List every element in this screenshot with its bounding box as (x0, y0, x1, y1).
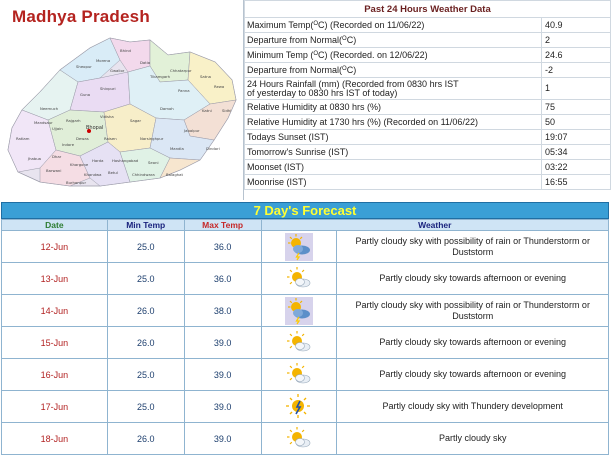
svg-text:Mandsaur: Mandsaur (34, 120, 53, 125)
table-row (245, 48, 611, 63)
max-temp-label: Maximum Temp($^O$C) (Recorded on 11/06/22) (245, 18, 542, 33)
table-row (2, 295, 609, 327)
forecast-min-temp: 25.0 (107, 391, 184, 423)
svg-text:Sagar: Sagar (130, 118, 142, 123)
svg-text:Bhind: Bhind (120, 48, 131, 53)
table-row (245, 33, 611, 48)
table-row (2, 391, 609, 423)
header-min-temp: Min Temp (107, 220, 184, 231)
svg-text:Ujjain: Ujjain (52, 126, 63, 131)
svg-text:Mandla: Mandla (170, 146, 184, 151)
partly-cloudy-icon (285, 425, 313, 453)
forecast-max-temp: 39.0 (184, 423, 261, 455)
partly-cloudy-icon (285, 361, 313, 389)
max-departure-label: Departure from Normal($^O$C) (245, 33, 542, 48)
district-map[interactable] (0, 0, 243, 200)
rh-0830-label: Relative Humidity at 0830 hrs (%) (245, 100, 542, 115)
rh-1730-label: Relative Humidity at 1730 hrs (%) (Recorded on 11/06/22) (245, 115, 542, 130)
top-section (0, 0, 613, 200)
moonrise-label: Moonrise (IST) (245, 175, 542, 190)
svg-text:Chhatarpur: Chhatarpur (170, 68, 192, 73)
forecast-date: 17-Jun (2, 391, 108, 423)
state-title: Madhya Pradesh (12, 7, 150, 26)
svg-text:Indore: Indore (62, 142, 75, 147)
min-departure-label: Departure from Normal($^O$C) (245, 63, 542, 78)
forecast-min-temp: 26.0 (107, 423, 184, 455)
past-24h-title: Past 24 Hours Weather Data (245, 1, 611, 18)
forecast-weather: Partly cloudy sky towards afternoon or evening (337, 327, 609, 359)
sunset-label: Todays Sunset (IST) (245, 130, 542, 145)
svg-text:Jhabua: Jhabua (28, 156, 41, 161)
forecast-min-temp: 25.0 (107, 231, 184, 263)
header-max-temp: Max Temp (184, 220, 261, 231)
svg-text:Burhanpur: Burhanpur (66, 180, 87, 185)
forecast-icon-cell (261, 423, 337, 455)
table-row (245, 130, 611, 145)
table-row (2, 359, 609, 391)
past-24h-table (244, 0, 611, 190)
svg-text:Datia: Datia (140, 60, 151, 65)
table-row (2, 231, 609, 263)
svg-text:Guna: Guna (80, 92, 91, 97)
svg-text:Dhar: Dhar (52, 154, 62, 159)
rainfall-label-line2: of yesterday to 0830 hrs IST of today) (247, 87, 398, 98)
svg-text:Panna: Panna (178, 88, 190, 93)
forecast-weather: Partly cloudy sky with possibility of rain or Thunderstorm or Duststorm (337, 231, 609, 263)
forecast-min-temp: 25.0 (107, 263, 184, 295)
forecast-icon-cell (261, 359, 337, 391)
rainfall-label-line1: 24 Hours Rainfall (mm) (Recorded from 0830 hrs IST (247, 78, 459, 89)
forecast-section (0, 200, 613, 463)
svg-text:Betul: Betul (108, 170, 118, 175)
svg-text:Raisen: Raisen (104, 136, 117, 141)
partly-cloudy-icon (285, 265, 313, 293)
header-date: Date (2, 220, 108, 231)
svg-text:Gwalior: Gwalior (110, 68, 125, 73)
svg-text:Bhopal: Bhopal (86, 125, 104, 131)
table-row (245, 63, 611, 78)
svg-text:Hoshangabad: Hoshangabad (112, 158, 139, 163)
forecast-min-temp: 25.0 (107, 359, 184, 391)
thunderstorm-icon (285, 233, 313, 261)
max-departure-value: 2 (542, 33, 611, 48)
moonrise-value: 16:55 (542, 175, 611, 190)
forecast-max-temp: 39.0 (184, 327, 261, 359)
svg-text:Rajgarh: Rajgarh (66, 118, 81, 123)
rainfall-label (245, 78, 542, 100)
svg-text:Dewas: Dewas (76, 136, 89, 141)
svg-text:Dindori: Dindori (206, 146, 220, 151)
svg-text:Shivpuri: Shivpuri (100, 86, 116, 91)
svg-text:Jabalpur: Jabalpur (184, 128, 200, 133)
min-temp-label: Minimum Temp ($^O$C) (Recorded. on 12/06/22) (245, 48, 542, 63)
past-24h-panel (244, 0, 613, 200)
forecast-icon-cell (261, 295, 337, 327)
partly-cloudy-icon (285, 329, 313, 357)
forecast-date: 15-Jun (2, 327, 108, 359)
svg-text:Chhindwara: Chhindwara (132, 172, 155, 177)
table-row (2, 263, 609, 295)
svg-text:Sidhi: Sidhi (222, 108, 232, 113)
table-row (245, 160, 611, 175)
forecast-weather: Partly cloudy sky towards afternoon or evening (337, 263, 609, 295)
svg-text:Neemuch: Neemuch (40, 106, 59, 111)
forecast-max-temp: 38.0 (184, 295, 261, 327)
forecast-weather: Partly cloudy sky with Thundery development (337, 391, 609, 423)
sunrise-value: 05:34 (542, 145, 611, 160)
sunset-value: 19:07 (542, 130, 611, 145)
forecast-icon-cell (261, 391, 337, 423)
table-row (245, 18, 611, 33)
forecast-title: 7 Day's Forecast (1, 202, 609, 219)
forecast-date: 13-Jun (2, 263, 108, 295)
svg-text:Damoh: Damoh (160, 106, 174, 111)
min-temp-value: 24.6 (542, 48, 611, 63)
forecast-date: 18-Jun (2, 423, 108, 455)
state-map-panel (0, 0, 243, 200)
svg-text:Ratlam: Ratlam (16, 136, 30, 141)
svg-text:Morena: Morena (96, 58, 111, 63)
forecast-max-temp: 39.0 (184, 359, 261, 391)
forecast-max-temp: 36.0 (184, 263, 261, 295)
forecast-min-temp: 26.0 (107, 295, 184, 327)
rh-0830-value: 75 (542, 100, 611, 115)
table-row (245, 115, 611, 130)
svg-text:Seoni: Seoni (148, 160, 159, 165)
sunrise-label: Tomorrow's Sunrise (IST) (245, 145, 542, 160)
svg-text:Narsinghpur: Narsinghpur (140, 136, 164, 141)
svg-text:Barwani: Barwani (46, 168, 62, 173)
table-row (245, 175, 611, 190)
forecast-icon-cell (261, 263, 337, 295)
table-row (245, 145, 611, 160)
svg-text:Vidisha: Vidisha (100, 114, 114, 119)
svg-text:Khargone: Khargone (70, 162, 89, 167)
thundery-sun-icon (285, 393, 313, 421)
forecast-weather: Partly cloudy sky with possibility of rain or Thunderstorm or Duststorm (337, 295, 609, 327)
thunderstorm-icon (285, 297, 313, 325)
svg-text:Rewa: Rewa (214, 84, 225, 89)
forecast-max-temp: 36.0 (184, 231, 261, 263)
svg-text:Satna: Satna (200, 74, 211, 79)
rh-1730-value: 50 (542, 115, 611, 130)
rainfall-value: 1 (542, 78, 611, 100)
table-row (245, 78, 611, 100)
forecast-table (1, 219, 609, 455)
forecast-date: 12-Jun (2, 231, 108, 263)
forecast-max-temp: 39.0 (184, 391, 261, 423)
moonset-value: 03:22 (542, 160, 611, 175)
header-weather: Weather (261, 220, 608, 231)
svg-text:Katni: Katni (202, 108, 212, 113)
min-departure-value: -2 (542, 63, 611, 78)
forecast-min-temp: 26.0 (107, 327, 184, 359)
forecast-date: 16-Jun (2, 359, 108, 391)
max-temp-value: 40.9 (542, 18, 611, 33)
moonset-label: Moonset (IST) (245, 160, 542, 175)
svg-text:Tikamgarh: Tikamgarh (150, 74, 171, 79)
table-row (2, 327, 609, 359)
forecast-date: 14-Jun (2, 295, 108, 327)
table-row (245, 100, 611, 115)
svg-text:Sheopur: Sheopur (76, 64, 92, 69)
forecast-weather: Partly cloudy sky (337, 423, 609, 455)
forecast-icon-cell (261, 327, 337, 359)
svg-text:Harda: Harda (92, 158, 104, 163)
table-row (2, 423, 609, 455)
svg-text:Khandwa: Khandwa (84, 172, 102, 177)
forecast-weather: Partly cloudy sky towards afternoon or evening (337, 359, 609, 391)
svg-text:Balaghat: Balaghat (166, 172, 183, 177)
forecast-icon-cell (261, 231, 337, 263)
